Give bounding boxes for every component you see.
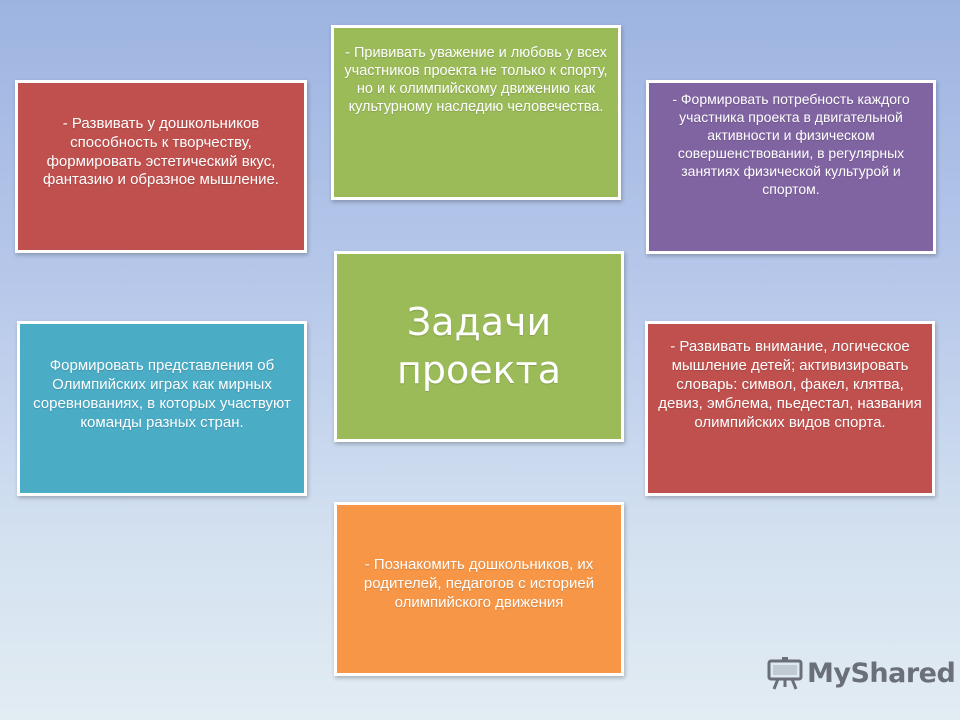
task-text-physical-activity: - Формировать потребность каждого участника проекта в двигательной активности и физическом совершенствовании, в регулярных занятиях физической культурой и спортом. bbox=[672, 91, 910, 197]
task-box-history bbox=[334, 502, 624, 676]
task-box-vocabulary bbox=[645, 321, 935, 496]
task-box-creativity bbox=[15, 80, 307, 253]
task-text-olympic-games: Формировать представления об Олимпийских играх как мирных соревнованиях, в которых участвуют команды разных стран. bbox=[33, 357, 291, 432]
task-text-creativity: - Развивать у дошкольников способность к творчеству, формировать эстетический вкус, фантазию и образное мышление. bbox=[43, 115, 279, 189]
central-node-title: Задачи проекта bbox=[397, 300, 561, 392]
watermark-text: MyShared bbox=[807, 657, 956, 689]
task-box-physical-activity bbox=[646, 80, 936, 254]
central-node bbox=[334, 251, 624, 442]
task-text-respect: - Прививать уважение и любовь у всех участников проекта не только к спорту, но и к олимпийскому движению как культурному наследию человечества. bbox=[344, 45, 608, 116]
presentation-board-icon bbox=[767, 655, 803, 691]
task-text-vocabulary: - Развивать внимание, логическое мышление детей; активизировать словарь: символ, факел, клятва, девиз, эмблема, пьедестал, названия олимпийских видов спорта. bbox=[658, 338, 922, 432]
task-box-olympic-games bbox=[17, 321, 307, 496]
myshared-watermark bbox=[767, 653, 955, 693]
task-text-history: - Познакомить дошкольников, их родителей, педагогов с историей олимпийского движения bbox=[363, 556, 595, 612]
task-box-respect bbox=[331, 25, 621, 200]
